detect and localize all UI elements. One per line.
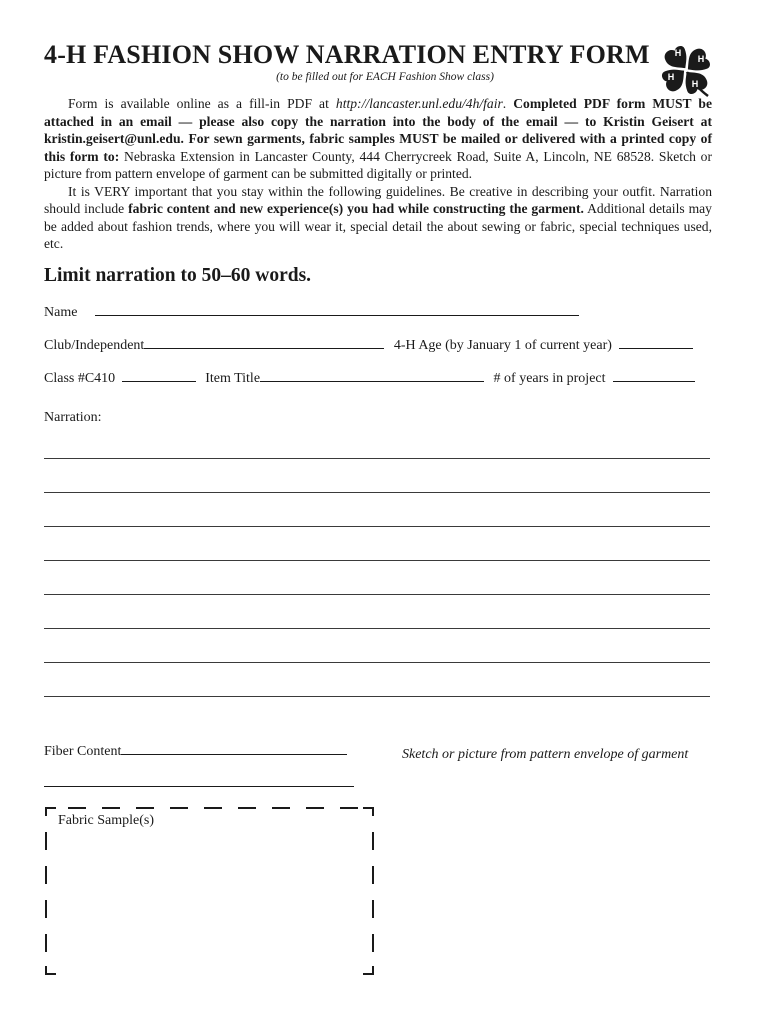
narration-line[interactable] <box>44 594 710 595</box>
clover-letter: H <box>691 79 699 89</box>
narration-line[interactable] <box>44 458 710 459</box>
item-title-field[interactable] <box>260 368 484 382</box>
instructions-text: Additional details may be added about fashion trends, where you will wear it, special detail the about sewing or fabric, special techniques used, etc. <box>44 201 712 251</box>
fabric-sample-box[interactable] <box>44 806 375 976</box>
clover-letter: H <box>674 48 682 58</box>
narration-line[interactable] <box>44 628 710 629</box>
fabric-sample-label: Fabric Sample(s) <box>58 813 155 828</box>
instructions-text: Nebraska Extension in Lancaster County, 444 Cherrycreek Road, Suite A, Lincoln, NE 68528. Sketch or picture from pattern envelope of garment can be submitted digitally or printed. <box>44 148 712 181</box>
clover-letter: H <box>697 54 705 64</box>
narration-line[interactable] <box>44 492 710 493</box>
instructions <box>44 95 712 253</box>
club-field[interactable] <box>144 335 384 349</box>
fiber-field[interactable] <box>121 741 347 755</box>
club-label: Club/Independent <box>44 338 145 353</box>
class-label: Class #C410 <box>44 371 116 386</box>
page-subtitle: (to be filled out for EACH Fashion Show class) <box>276 71 494 83</box>
fiber-label: Fiber Content <box>44 744 122 759</box>
instructions-paragraph-1 <box>44 95 712 183</box>
instructions-bold-text: Completed PDF form MUST be attached in an email — please also copy the narration into the body of the email — to Kristin Geisert at kristin.geisert@unl.edu. For sewn garments, fabric samples MUST be mailed or delivered with a printed copy of this form to: <box>44 96 713 164</box>
instructions-bold-text: fabric content and new experience(s) you had while constructing the garment. <box>128 201 584 216</box>
fiber-row <box>44 741 347 760</box>
name-label: Name <box>44 305 78 320</box>
narration-line[interactable] <box>44 696 710 697</box>
name-field[interactable] <box>95 302 579 316</box>
item-title-label: Item Title <box>205 371 261 386</box>
years-label: # of years in project <box>493 371 606 386</box>
club-age-row <box>44 335 693 354</box>
age-label: 4-H Age (by January 1 of current year) <box>393 338 612 353</box>
pdf-url: http://lancaster.unl.edu/4h/fair <box>335 96 503 111</box>
4h-clover-icon <box>656 40 716 100</box>
instructions-text: . <box>502 96 514 111</box>
name-row <box>44 302 579 321</box>
class-field[interactable] <box>122 368 196 382</box>
word-limit-heading: Limit narration to 50–60 words. <box>44 265 312 286</box>
narration-label: Narration: <box>44 410 102 425</box>
instructions-text: Form is available online as a fill-in PDF at <box>68 96 336 111</box>
narration-line[interactable] <box>44 526 710 527</box>
page-title: 4-H FASHION SHOW NARRATION ENTRY FORM <box>44 40 650 69</box>
age-field[interactable] <box>619 335 693 349</box>
narration-line[interactable] <box>44 560 710 561</box>
clover-letter: H <box>667 72 675 82</box>
fiber-field-line-2[interactable] <box>44 786 354 787</box>
instructions-text: It is VERY important that you stay within the following guidelines. Be creative in describing your outfit. Narration should include <box>44 183 712 216</box>
instructions-paragraph-2 <box>44 183 712 253</box>
class-item-row <box>44 368 695 387</box>
years-field[interactable] <box>613 368 695 382</box>
narration-line[interactable] <box>44 662 710 663</box>
sketch-label: Sketch or picture from pattern envelope of garment <box>402 747 689 762</box>
